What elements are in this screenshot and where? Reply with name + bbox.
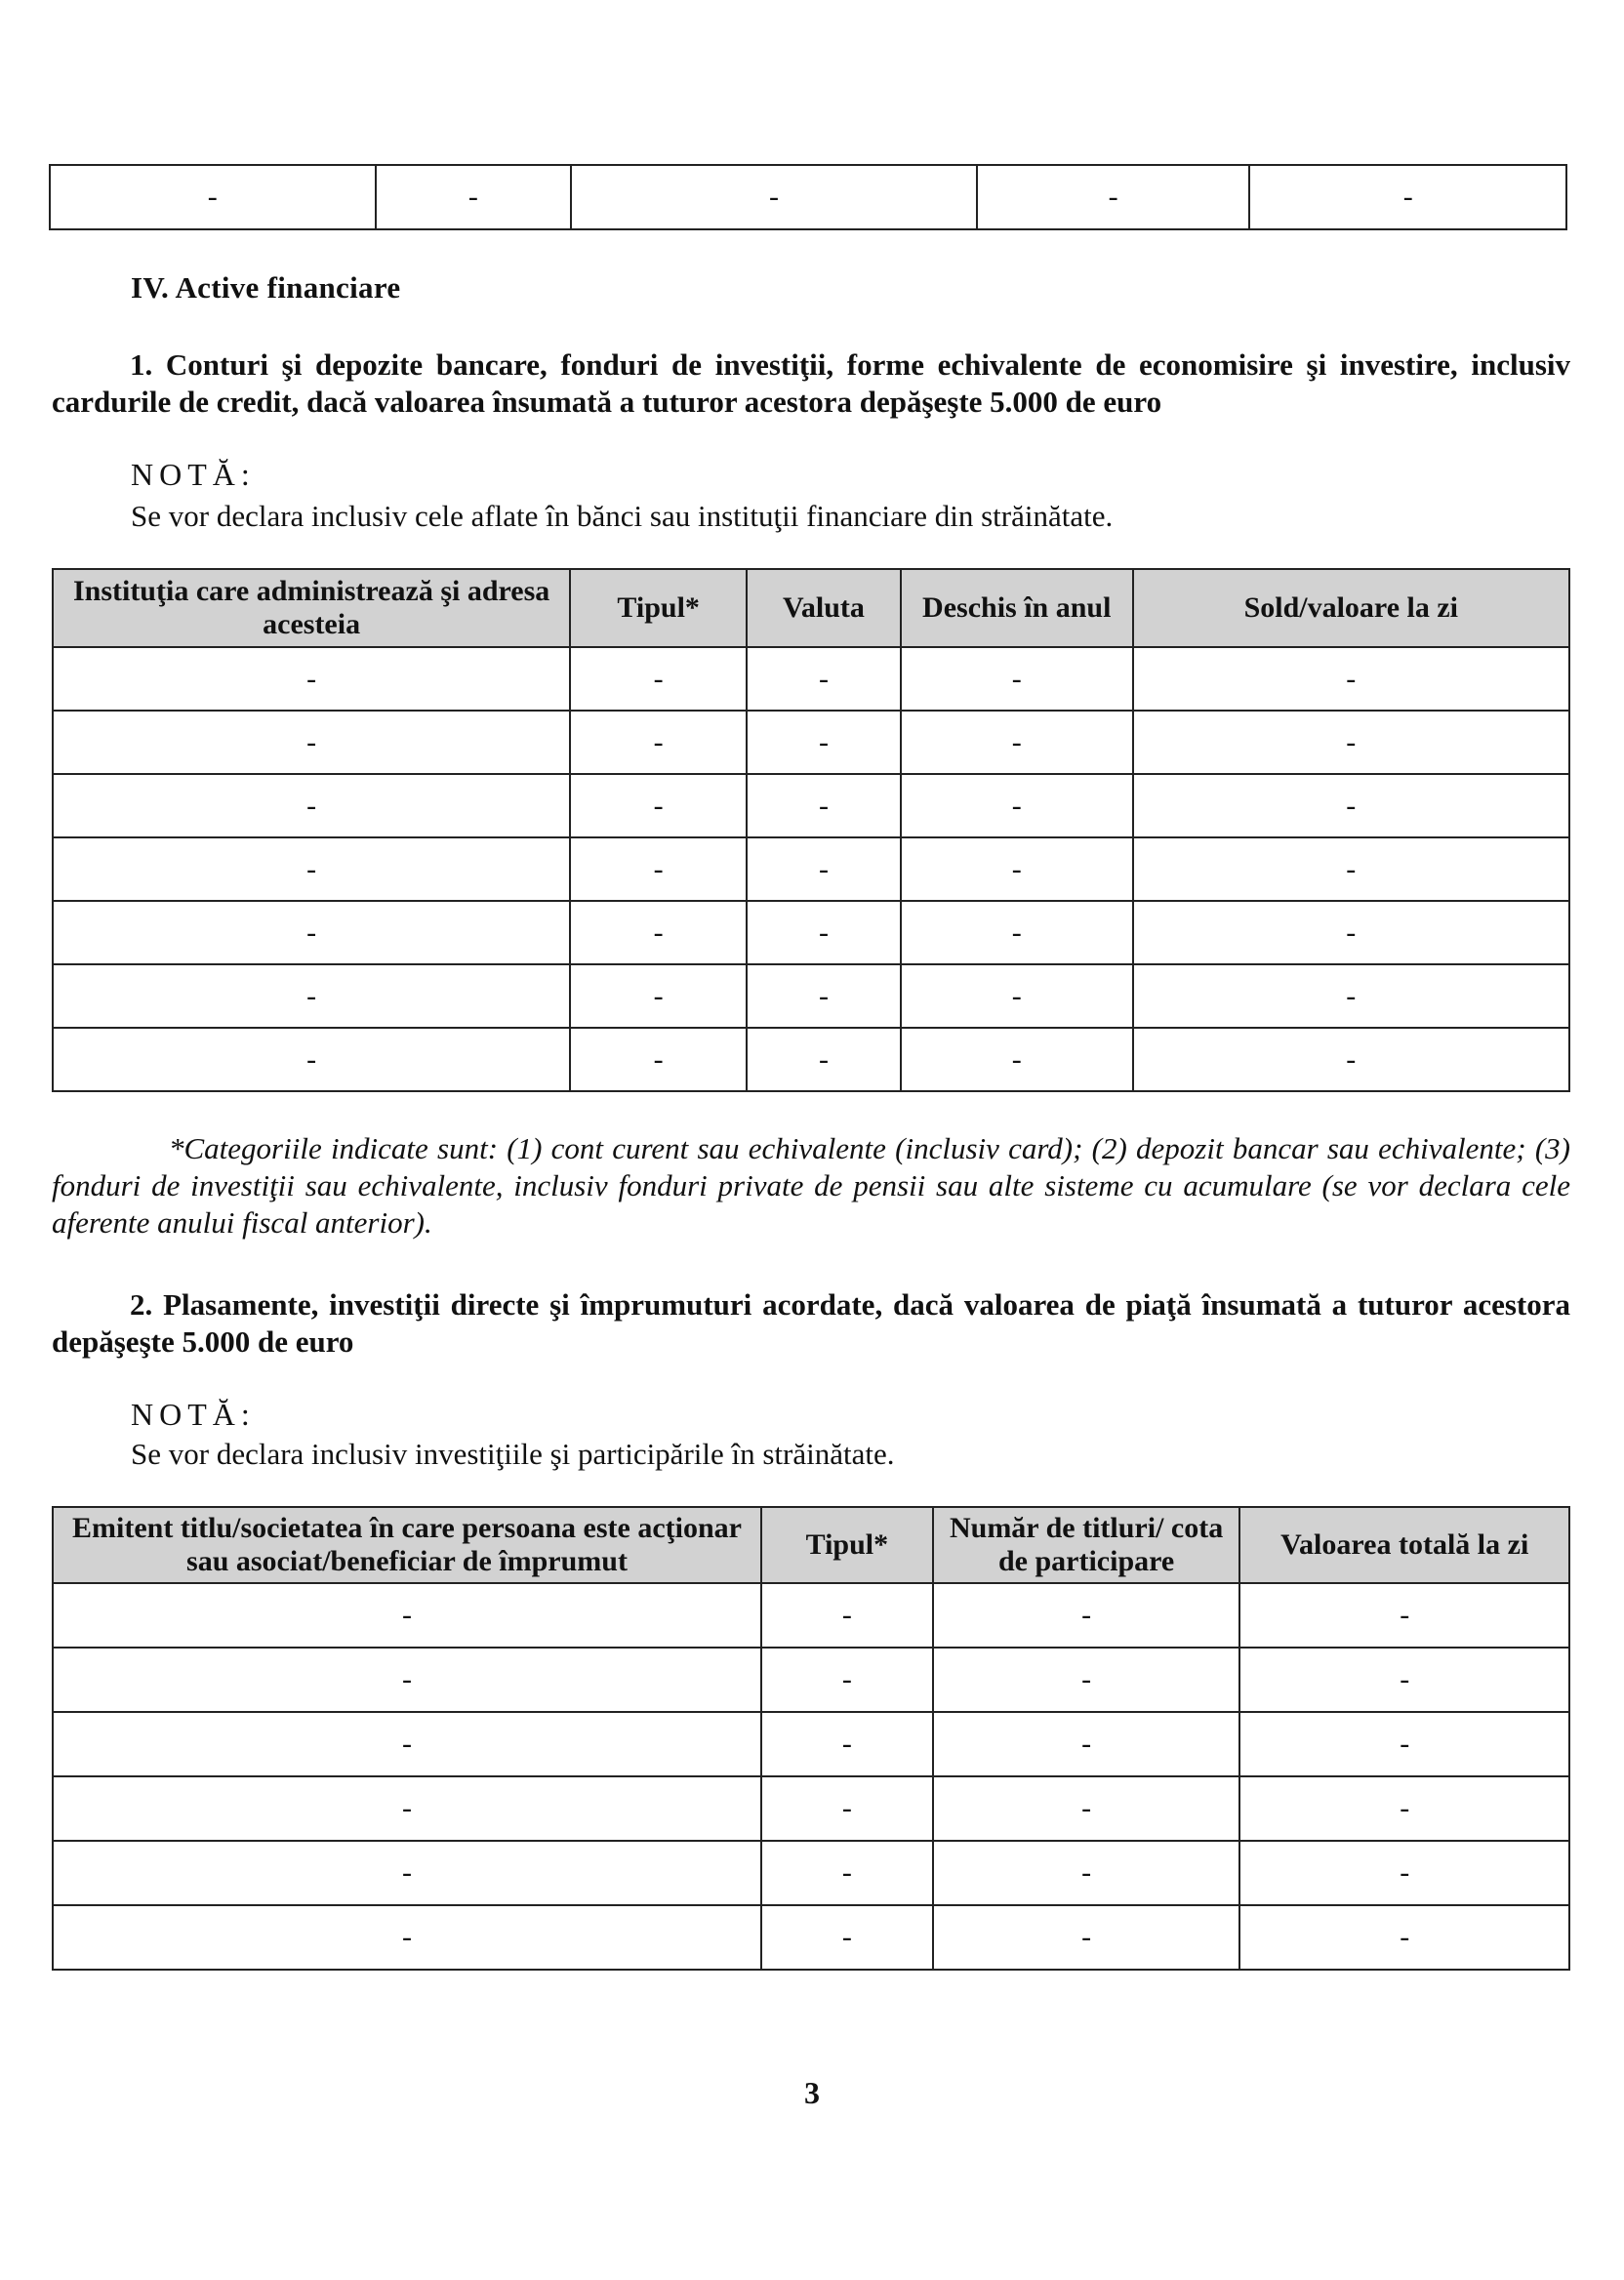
column-header: Deschis în anul [901,569,1133,647]
table-cell: - [761,1841,933,1905]
table-cell: - [761,1712,933,1776]
table-cell: - [53,1841,761,1905]
part1-note-label: NOTĂ: [131,457,256,492]
table-cell: - [1133,837,1569,901]
column-header: Sold/valoare la zi [1133,569,1569,647]
column-header: Valuta [747,569,901,647]
part2-note-text: Se vor declara inclusiv investiţiile şi participările în străinătate. [131,1437,895,1471]
table-cell: - [1239,1905,1569,1970]
table-cell: - [53,837,570,901]
table-header-row [53,569,1569,647]
page-number: 3 [804,2075,820,2110]
category-footnote: *Categoriile indicate sunt: (1) cont curent sau echivalente (inclusiv card); (2) depozit bancar sau echivalente; (3) fonduri de investiţii sau echivalente, inclusiv fonduri private de pensii sau alte sisteme cu acumulare (se vor declara cele aferente anului fiscal anterior). [52,1131,1570,1240]
table-row [53,1583,1569,1648]
table-cell: - [933,1841,1240,1905]
table-cell: - [53,1583,761,1648]
column-header: Valoarea totală la zi [1239,1507,1569,1583]
table-cell: - [933,1776,1240,1841]
table-cell: - [761,1648,933,1712]
table-cell: - [1239,1841,1569,1905]
table-row [53,901,1569,964]
section-heading: IV. Active financiare [131,270,401,305]
column-header: Tipul* [570,569,747,647]
table-cell: - [1249,165,1566,229]
table-cell: - [50,165,376,229]
table-cell: - [53,647,570,711]
table-cell: - [53,1028,570,1091]
table-row [50,165,1566,229]
table-cell: - [1133,711,1569,774]
table-cell: - [570,774,747,837]
column-header: Tipul* [761,1507,933,1583]
table-cell: - [901,964,1133,1028]
table-cell: - [1133,901,1569,964]
investments-table [52,1506,1570,1971]
column-header: Emitent titlu/societatea în care persoana este acţionar sau asociat/beneficiar de împrumut [53,1507,761,1583]
table-cell: - [570,964,747,1028]
table-row [53,1712,1569,1776]
table-cell: - [53,901,570,964]
table-cell: - [901,711,1133,774]
table-cell: - [901,901,1133,964]
table-cell: - [570,1028,747,1091]
table-cell: - [761,1905,933,1970]
table-cell: - [901,1028,1133,1091]
table-cell: - [933,1648,1240,1712]
table-cell: - [977,165,1250,229]
table-cell: - [1133,774,1569,837]
part1-note-text: Se vor declara inclusiv cele aflate în bănci sau instituţii financiare din străinătate. [131,499,1114,533]
table-cell: - [53,1648,761,1712]
table-cell: - [933,1905,1240,1970]
table-cell: - [901,774,1133,837]
table-cell: - [901,837,1133,901]
continuation-table [49,164,1567,230]
column-header: Număr de titluri/ cota de participare [933,1507,1240,1583]
table-row [53,1648,1569,1712]
table-cell: - [761,1776,933,1841]
part1-title: 1. Conturi şi depozite bancare, fonduri de investiţii, forme echivalente de economisire şi investire, inclusiv cardurile de credit, dacă valoarea însumată a tuturor acestora depăşeşte 5.000 de euro [52,347,1570,419]
table-header-row [53,1507,1569,1583]
bank-accounts-table [52,568,1570,1092]
table-cell: - [747,1028,901,1091]
table-row [53,837,1569,901]
table-cell: - [570,711,747,774]
table-cell: - [747,837,901,901]
table-cell: - [747,901,901,964]
table-row [53,964,1569,1028]
table-cell: - [747,711,901,774]
table-cell: - [761,1583,933,1648]
table-cell: - [747,774,901,837]
table-cell: - [1133,1028,1569,1091]
table-cell: - [1133,647,1569,711]
table-cell: - [53,1712,761,1776]
part2-title: 2. Plasamente, investiţii directe şi împrumuturi acordate, dacă valoarea de piaţă însumată a tuturor acestora depăşeşte 5.000 de euro [52,1287,1570,1359]
table-cell: - [1239,1648,1569,1712]
table-row [53,1028,1569,1091]
part2-note-label: NOTĂ: [131,1397,256,1432]
table-cell: - [53,711,570,774]
table-row [53,1841,1569,1905]
table-cell: - [901,647,1133,711]
table-cell: - [1239,1712,1569,1776]
table-cell: - [570,647,747,711]
table-cell: - [1239,1776,1569,1841]
table-cell: - [53,1905,761,1970]
table-cell: - [933,1583,1240,1648]
table-cell: - [1133,964,1569,1028]
table-cell: - [1239,1583,1569,1648]
table-cell: - [376,165,572,229]
table-cell: - [53,774,570,837]
table-cell: - [53,1776,761,1841]
table-row [53,647,1569,711]
table-cell: - [571,165,976,229]
table-row [53,1905,1569,1970]
column-header: Instituţia care administrează şi adresa acesteia [53,569,570,647]
table-cell: - [570,901,747,964]
table-row [53,1776,1569,1841]
table-cell: - [933,1712,1240,1776]
table-cell: - [747,964,901,1028]
table-cell: - [570,837,747,901]
table-row [53,774,1569,837]
table-row [53,711,1569,774]
table-cell: - [53,964,570,1028]
table-cell: - [747,647,901,711]
